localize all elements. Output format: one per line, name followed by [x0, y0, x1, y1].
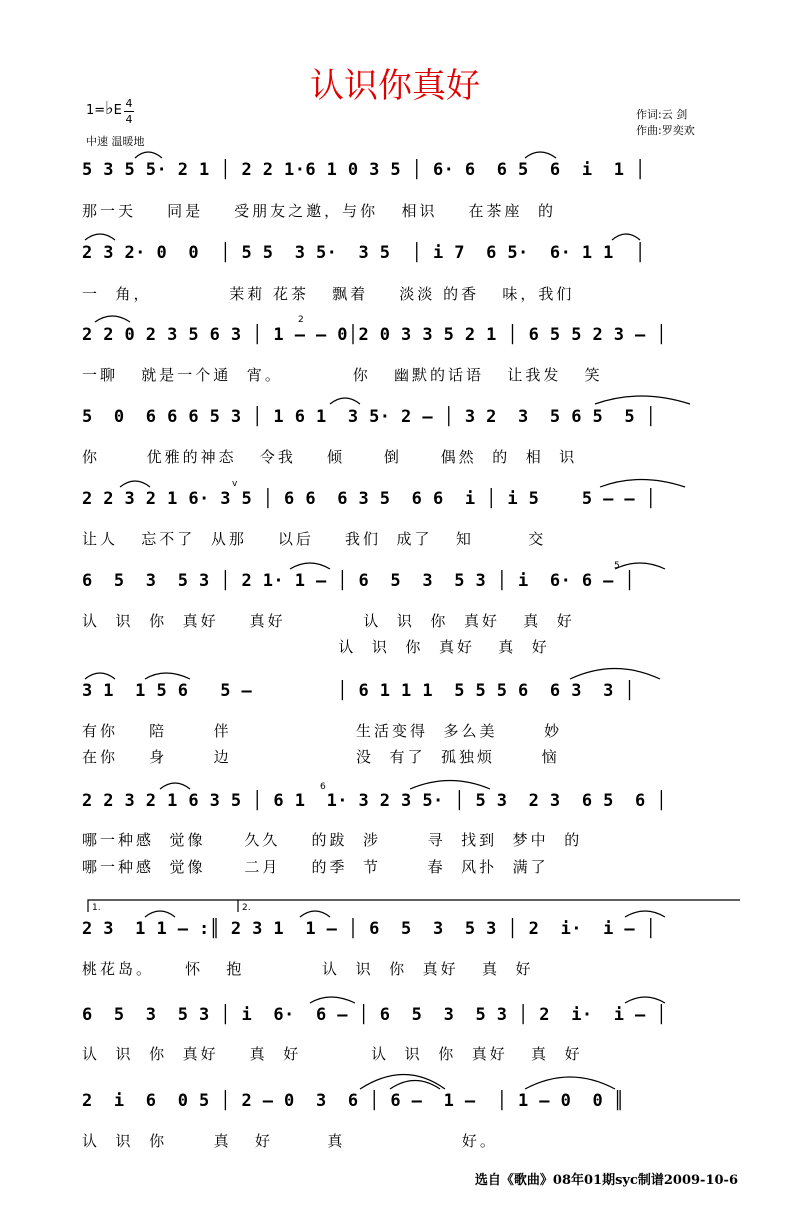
slur: [330, 398, 360, 404]
source-footer: 选自《歌曲》08年01期syc制谱2009-10-6: [474, 1173, 738, 1188]
lyrics-row-7b: 在你 身 边 没 有了 孤独烦 恼: [82, 748, 560, 766]
volta-1: [88, 900, 238, 912]
slur: [625, 997, 665, 1003]
key-note: E: [113, 103, 122, 118]
lyrics-row-3: 一聊 就是一个通 宵。 你 幽默的话语 让我发 笑: [82, 366, 603, 384]
grace-note-a: 2: [298, 315, 304, 325]
lyrics-row-4: 你 优雅的神态 令我 倾 倒 偶然 的 相 识: [82, 448, 578, 466]
slur: [600, 480, 685, 488]
volta-2-label: 2.: [242, 903, 251, 913]
notes-row-2: 2 3 2· 0 0 │ 5 5 3 5· 3 5 │ i 7 6 5· 6· 1 1 │: [82, 243, 646, 263]
grace-note-b: 5: [614, 561, 620, 571]
slur: [145, 673, 190, 679]
lyrics-row-2: 一 角， 茉莉 花茶 飘着 淡淡 的香 味，我们: [82, 285, 575, 303]
slur: [625, 911, 665, 917]
notes-row-9: 2 3 1 1 – :║ 2 3 1 1 – │ 6 5 3 5 3 │ 2 i· i – │: [82, 919, 657, 939]
slur: [525, 152, 556, 158]
time-bottom: 4: [125, 113, 133, 126]
lyrics-row-6a: 认 识 你 真好 真好 认 识 你 真好 真 好: [82, 612, 575, 630]
slur: [525, 1077, 615, 1089]
slur: [85, 673, 115, 679]
slur: [615, 563, 665, 569]
key-prefix: 1=: [86, 103, 106, 118]
lyrics-row-5: 让人 忘不了 从那 以后 我们 成了 知 交: [82, 530, 547, 548]
lyrics-row-8b: 哪一种感 觉像 二月 的季 节 春 风扑 满了: [82, 858, 549, 876]
lyrics-row-8a: 哪一种感 觉像 久久 的跋 涉 寻 找到 梦中 的: [82, 831, 583, 849]
lyrics-row-10: 认 识 你 真好 真 好 认 识 你 真好 真 好: [82, 1045, 583, 1063]
slur: [310, 997, 355, 1003]
lyricist: 作词:云 剑: [636, 108, 688, 121]
volta-2: [238, 900, 740, 912]
lyrics-row-1: 那一天 同是 受朋友之邀，与你 相识 在茶座 的: [82, 202, 557, 220]
notes-row-11: 2 i 6 0 5 │ 2 – 0 3 6 │ 6 – 1 – │ 1 – 0 0 ║: [82, 1091, 625, 1111]
song-title: 认识你真好: [310, 66, 480, 106]
volta-1-label: 1.: [92, 903, 101, 913]
flat-sign: ♭: [105, 98, 114, 119]
time-top: 4: [125, 97, 133, 110]
notes-row-5: 2 2 3 2 1 6· 3 5 │ 6 6 6 3 5 6 6 i │ i 5 5 – – │: [82, 489, 657, 509]
slur: [360, 1075, 445, 1090]
slur: [135, 152, 162, 158]
slur: [95, 316, 130, 322]
grace-note-c: 6: [320, 782, 326, 792]
slur: [120, 481, 150, 487]
breath-mark: v: [232, 479, 238, 489]
notes-row-6: 6 5 3 5 3 │ 2 1· 1 – │ 6 5 3 5 3 │ i 6· 6 – │: [82, 571, 636, 591]
lyrics-row-7a: 有你 陪 伴 生活变得 多么美 妙: [82, 722, 563, 740]
slur: [300, 911, 330, 917]
slur: [570, 669, 660, 680]
notes-row-4: 5 0 6 6 6 5 3 │ 1 6 1 3 5· 2 – │ 3 2 3 5 6 5 5 │: [82, 407, 657, 427]
slur: [595, 396, 690, 404]
slur: [612, 234, 640, 240]
lyrics-row-6b: 认 识 你 真好 真 好: [82, 638, 550, 656]
notes-row-3: 2 2 0 2 3 5 6 3 │ 1 – – 0│2 0 3 3 5 2 1 │ 6 5 5 2 3 – │: [82, 325, 667, 345]
tempo-marking: 中速 温暖地: [86, 135, 145, 148]
composer: 作曲:罗奕欢: [636, 124, 695, 137]
notes-row-8: 2 2 3 2 1 6 3 5 │ 6 1 1· 3 2 3 5· │ 5 3 2 3 6 5 6 │: [82, 791, 667, 811]
notes-row-1: 5 3 5 5· 2 1 │ 2 2 1·6 1 0 3 5 │ 6· 6 6 5 6 i 1 │: [82, 160, 646, 180]
lyrics-row-11: 认 识 你 真 好 真 好。: [82, 1132, 498, 1150]
slur: [160, 783, 190, 789]
notes-row-7: 3 1 1 5 6 5 – │ 6 1 1 1 5 5 5 6 6 3 3 │: [82, 681, 636, 701]
notes-row-10: 6 5 3 5 3 │ i 6· 6 – │ 6 5 3 5 3 │ 2 i· i – │: [82, 1005, 667, 1025]
slur: [145, 911, 175, 917]
slur: [290, 563, 330, 569]
slur: [410, 781, 490, 790]
lyrics-row-9: 桃花岛。 怀 抱 认 识 你 真好 真 好: [82, 960, 534, 978]
slur: [85, 234, 115, 240]
